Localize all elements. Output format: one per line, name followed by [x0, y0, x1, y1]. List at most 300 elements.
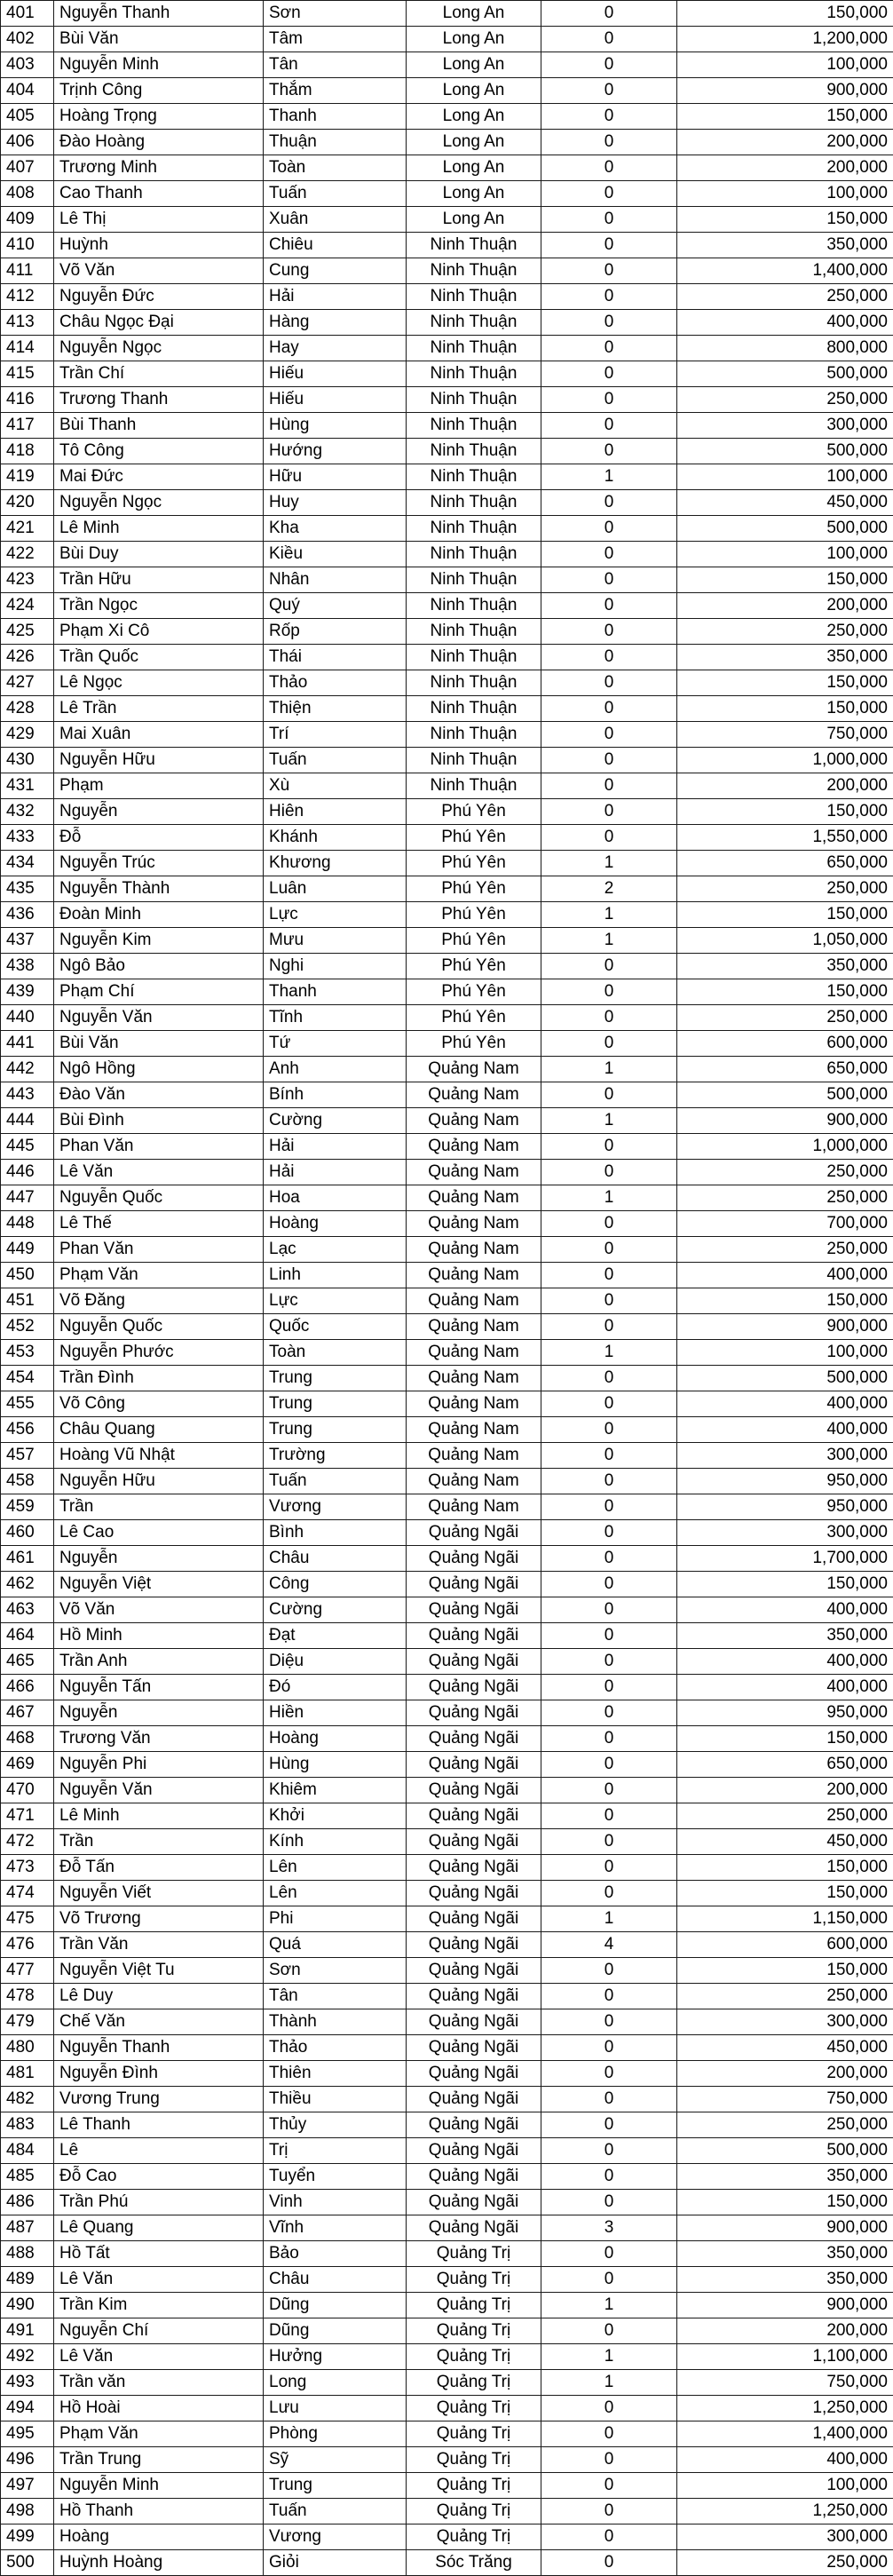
amount-cell[interactable]: 150,000: [677, 567, 893, 593]
province-cell[interactable]: Quảng Ngãi: [407, 1803, 541, 1829]
row-number-cell[interactable]: 469: [1, 1752, 54, 1778]
surname-cell[interactable]: Trần: [54, 1494, 264, 1520]
surname-cell[interactable]: Nguyễn Hữu: [54, 748, 264, 773]
count-cell[interactable]: 0: [541, 2087, 677, 2112]
surname-cell[interactable]: Võ Trương: [54, 1906, 264, 1932]
given-name-cell[interactable]: Hiền: [264, 1700, 407, 1726]
province-cell[interactable]: Ninh Thuận: [407, 310, 541, 336]
row-number-cell[interactable]: 442: [1, 1057, 54, 1082]
surname-cell[interactable]: Phạm Xi Cô: [54, 619, 264, 645]
amount-cell[interactable]: 950,000: [677, 1700, 893, 1726]
count-cell[interactable]: 0: [541, 1005, 677, 1031]
count-cell[interactable]: 0: [541, 670, 677, 696]
province-cell[interactable]: Ninh Thuận: [407, 387, 541, 413]
province-cell[interactable]: Phú Yên: [407, 979, 541, 1005]
count-cell[interactable]: 0: [541, 336, 677, 361]
province-cell[interactable]: Ninh Thuận: [407, 439, 541, 464]
province-cell[interactable]: Quảng Trị: [407, 2241, 541, 2267]
surname-cell[interactable]: Ngô Hồng: [54, 1057, 264, 1082]
row-number-cell[interactable]: 454: [1, 1366, 54, 1391]
given-name-cell[interactable]: Sơn: [264, 1, 407, 27]
count-cell[interactable]: 0: [541, 1546, 677, 1572]
row-number-cell[interactable]: 477: [1, 1958, 54, 1984]
count-cell[interactable]: 0: [541, 1, 677, 27]
amount-cell[interactable]: 1,200,000: [677, 27, 893, 52]
surname-cell[interactable]: Trương Văn: [54, 1726, 264, 1752]
row-number-cell[interactable]: 424: [1, 593, 54, 619]
surname-cell[interactable]: Nguyễn Ngọc: [54, 490, 264, 516]
row-number-cell[interactable]: 471: [1, 1803, 54, 1829]
count-cell[interactable]: 0: [541, 773, 677, 799]
count-cell[interactable]: 0: [541, 1366, 677, 1391]
amount-cell[interactable]: 400,000: [677, 1263, 893, 1288]
amount-cell[interactable]: 800,000: [677, 336, 893, 361]
given-name-cell[interactable]: Thảo: [264, 2035, 407, 2061]
given-name-cell[interactable]: Đạt: [264, 1623, 407, 1649]
amount-cell[interactable]: 250,000: [677, 1185, 893, 1211]
given-name-cell[interactable]: Thanh: [264, 104, 407, 130]
count-cell[interactable]: 0: [541, 104, 677, 130]
count-cell[interactable]: 0: [541, 1417, 677, 1443]
row-number-cell[interactable]: 439: [1, 979, 54, 1005]
surname-cell[interactable]: Hoàng Trọng: [54, 104, 264, 130]
count-cell[interactable]: 0: [541, 696, 677, 722]
row-number-cell[interactable]: 485: [1, 2164, 54, 2190]
row-number-cell[interactable]: 425: [1, 619, 54, 645]
count-cell[interactable]: 1: [541, 1340, 677, 1366]
province-cell[interactable]: Quảng Trị: [407, 2370, 541, 2396]
province-cell[interactable]: Sóc Trăng: [407, 2550, 541, 2576]
amount-cell[interactable]: 950,000: [677, 1469, 893, 1494]
count-cell[interactable]: 0: [541, 207, 677, 233]
amount-cell[interactable]: 250,000: [677, 284, 893, 310]
amount-cell[interactable]: 350,000: [677, 1623, 893, 1649]
count-cell[interactable]: 0: [541, 1391, 677, 1417]
count-cell[interactable]: 3: [541, 2215, 677, 2241]
province-cell[interactable]: Quảng Ngãi: [407, 1623, 541, 1649]
surname-cell[interactable]: Trần Chí: [54, 361, 264, 387]
row-number-cell[interactable]: 428: [1, 696, 54, 722]
given-name-cell[interactable]: Sơn: [264, 1958, 407, 1984]
count-cell[interactable]: 0: [541, 1494, 677, 1520]
count-cell[interactable]: 0: [541, 1700, 677, 1726]
amount-cell[interactable]: 450,000: [677, 490, 893, 516]
amount-cell[interactable]: 250,000: [677, 619, 893, 645]
given-name-cell[interactable]: Thảo: [264, 670, 407, 696]
province-cell[interactable]: Phú Yên: [407, 954, 541, 979]
given-name-cell[interactable]: Mưu: [264, 928, 407, 954]
province-cell[interactable]: Long An: [407, 207, 541, 233]
surname-cell[interactable]: Lê Duy: [54, 1984, 264, 2009]
surname-cell[interactable]: Lê Trần: [54, 696, 264, 722]
count-cell[interactable]: 0: [541, 2473, 677, 2499]
province-cell[interactable]: Ninh Thuận: [407, 619, 541, 645]
surname-cell[interactable]: Hoàng Vũ Nhật: [54, 1443, 264, 1469]
given-name-cell[interactable]: Toàn: [264, 155, 407, 181]
count-cell[interactable]: 1: [541, 1185, 677, 1211]
count-cell[interactable]: 0: [541, 516, 677, 542]
province-cell[interactable]: Quảng Trị: [407, 2293, 541, 2318]
count-cell[interactable]: 0: [541, 2421, 677, 2447]
province-cell[interactable]: Quảng Nam: [407, 1108, 541, 1134]
given-name-cell[interactable]: Anh: [264, 1057, 407, 1082]
count-cell[interactable]: 0: [541, 490, 677, 516]
surname-cell[interactable]: Hồ Hoài: [54, 2396, 264, 2421]
surname-cell[interactable]: Nguyễn Kim: [54, 928, 264, 954]
surname-cell[interactable]: Võ Văn: [54, 1597, 264, 1623]
amount-cell[interactable]: 250,000: [677, 1803, 893, 1829]
surname-cell[interactable]: Mai Xuân: [54, 722, 264, 748]
given-name-cell[interactable]: Lực: [264, 902, 407, 928]
province-cell[interactable]: Ninh Thuận: [407, 464, 541, 490]
amount-cell[interactable]: 250,000: [677, 876, 893, 902]
count-cell[interactable]: 0: [541, 722, 677, 748]
given-name-cell[interactable]: Kiều: [264, 542, 407, 567]
row-number-cell[interactable]: 482: [1, 2087, 54, 2112]
province-cell[interactable]: Quảng Nam: [407, 1263, 541, 1288]
amount-cell[interactable]: 300,000: [677, 2009, 893, 2035]
amount-cell[interactable]: 950,000: [677, 1494, 893, 1520]
count-cell[interactable]: 0: [541, 2138, 677, 2164]
amount-cell[interactable]: 400,000: [677, 1417, 893, 1443]
count-cell[interactable]: 0: [541, 645, 677, 670]
amount-cell[interactable]: 500,000: [677, 2138, 893, 2164]
row-number-cell[interactable]: 433: [1, 825, 54, 851]
surname-cell[interactable]: Lê Văn: [54, 2344, 264, 2370]
count-cell[interactable]: 0: [541, 542, 677, 567]
surname-cell[interactable]: Nguyễn Ngọc: [54, 336, 264, 361]
amount-cell[interactable]: 350,000: [677, 645, 893, 670]
given-name-cell[interactable]: Toàn: [264, 1340, 407, 1366]
count-cell[interactable]: 0: [541, 2499, 677, 2524]
amount-cell[interactable]: 500,000: [677, 1366, 893, 1391]
surname-cell[interactable]: Phạm: [54, 773, 264, 799]
surname-cell[interactable]: Nguyễn Văn: [54, 1005, 264, 1031]
surname-cell[interactable]: Trần Đình: [54, 1366, 264, 1391]
province-cell[interactable]: Ninh Thuận: [407, 696, 541, 722]
count-cell[interactable]: 0: [541, 2550, 677, 2576]
row-number-cell[interactable]: 460: [1, 1520, 54, 1546]
given-name-cell[interactable]: Phòng: [264, 2421, 407, 2447]
row-number-cell[interactable]: 481: [1, 2061, 54, 2087]
row-number-cell[interactable]: 409: [1, 207, 54, 233]
amount-cell[interactable]: 750,000: [677, 2370, 893, 2396]
given-name-cell[interactable]: Dũng: [264, 2293, 407, 2318]
province-cell[interactable]: Quảng Nam: [407, 1057, 541, 1082]
surname-cell[interactable]: Trần Quốc: [54, 645, 264, 670]
surname-cell[interactable]: Trương Minh: [54, 155, 264, 181]
given-name-cell[interactable]: Khương: [264, 851, 407, 876]
given-name-cell[interactable]: Trung: [264, 1417, 407, 1443]
province-cell[interactable]: Quảng Ngãi: [407, 2035, 541, 2061]
given-name-cell[interactable]: Tuyển: [264, 2164, 407, 2190]
amount-cell[interactable]: 650,000: [677, 1057, 893, 1082]
row-number-cell[interactable]: 458: [1, 1469, 54, 1494]
row-number-cell[interactable]: 418: [1, 439, 54, 464]
province-cell[interactable]: Ninh Thuận: [407, 593, 541, 619]
row-number-cell[interactable]: 422: [1, 542, 54, 567]
province-cell[interactable]: Quảng Ngãi: [407, 1855, 541, 1881]
given-name-cell[interactable]: Linh: [264, 1263, 407, 1288]
amount-cell[interactable]: 250,000: [677, 1005, 893, 1031]
count-cell[interactable]: 0: [541, 1237, 677, 1263]
province-cell[interactable]: Quảng Ngãi: [407, 2009, 541, 2035]
given-name-cell[interactable]: Hữu: [264, 464, 407, 490]
count-cell[interactable]: 1: [541, 851, 677, 876]
given-name-cell[interactable]: Lạc: [264, 1237, 407, 1263]
surname-cell[interactable]: Hoàng: [54, 2524, 264, 2550]
row-number-cell[interactable]: 444: [1, 1108, 54, 1134]
amount-cell[interactable]: 200,000: [677, 593, 893, 619]
count-cell[interactable]: 0: [541, 1469, 677, 1494]
count-cell[interactable]: 0: [541, 1881, 677, 1906]
given-name-cell[interactable]: Lên: [264, 1881, 407, 1906]
given-name-cell[interactable]: Trung: [264, 2473, 407, 2499]
count-cell[interactable]: 0: [541, 2524, 677, 2550]
given-name-cell[interactable]: Xù: [264, 773, 407, 799]
surname-cell[interactable]: Châu Ngọc Đại: [54, 310, 264, 336]
province-cell[interactable]: Quảng Trị: [407, 2473, 541, 2499]
row-number-cell[interactable]: 403: [1, 52, 54, 78]
surname-cell[interactable]: Tô Công: [54, 439, 264, 464]
surname-cell[interactable]: Lê Ngọc: [54, 670, 264, 696]
count-cell[interactable]: 0: [541, 1984, 677, 2009]
amount-cell[interactable]: 250,000: [677, 1237, 893, 1263]
amount-cell[interactable]: 100,000: [677, 181, 893, 207]
count-cell[interactable]: 0: [541, 799, 677, 825]
province-cell[interactable]: Ninh Thuận: [407, 722, 541, 748]
province-cell[interactable]: Long An: [407, 130, 541, 155]
given-name-cell[interactable]: Bính: [264, 1082, 407, 1108]
province-cell[interactable]: Long An: [407, 52, 541, 78]
given-name-cell[interactable]: Châu: [264, 2267, 407, 2293]
amount-cell[interactable]: 250,000: [677, 387, 893, 413]
amount-cell[interactable]: 1,100,000: [677, 2344, 893, 2370]
row-number-cell[interactable]: 406: [1, 130, 54, 155]
amount-cell[interactable]: 1,000,000: [677, 748, 893, 773]
count-cell[interactable]: 0: [541, 1211, 677, 1237]
surname-cell[interactable]: Nguyễn: [54, 1546, 264, 1572]
amount-cell[interactable]: 400,000: [677, 1649, 893, 1675]
surname-cell[interactable]: Nguyễn Phi: [54, 1752, 264, 1778]
row-number-cell[interactable]: 468: [1, 1726, 54, 1752]
province-cell[interactable]: Quảng Ngãi: [407, 1649, 541, 1675]
given-name-cell[interactable]: Trị: [264, 2138, 407, 2164]
surname-cell[interactable]: Đào Văn: [54, 1082, 264, 1108]
row-number-cell[interactable]: 479: [1, 2009, 54, 2035]
province-cell[interactable]: Ninh Thuận: [407, 542, 541, 567]
province-cell[interactable]: Quảng Ngãi: [407, 2112, 541, 2138]
row-number-cell[interactable]: 451: [1, 1288, 54, 1314]
surname-cell[interactable]: Nguyễn Thanh: [54, 2035, 264, 2061]
given-name-cell[interactable]: Quốc: [264, 1314, 407, 1340]
province-cell[interactable]: Phú Yên: [407, 851, 541, 876]
row-number-cell[interactable]: 435: [1, 876, 54, 902]
amount-cell[interactable]: 150,000: [677, 104, 893, 130]
surname-cell[interactable]: Lê Văn: [54, 1160, 264, 1185]
amount-cell[interactable]: 100,000: [677, 2473, 893, 2499]
row-number-cell[interactable]: 434: [1, 851, 54, 876]
province-cell[interactable]: Quảng Ngãi: [407, 2087, 541, 2112]
count-cell[interactable]: 0: [541, 593, 677, 619]
given-name-cell[interactable]: Chiêu: [264, 233, 407, 258]
row-number-cell[interactable]: 448: [1, 1211, 54, 1237]
row-number-cell[interactable]: 490: [1, 2293, 54, 2318]
count-cell[interactable]: 1: [541, 1057, 677, 1082]
given-name-cell[interactable]: Kính: [264, 1829, 407, 1855]
count-cell[interactable]: 1: [541, 2370, 677, 2396]
province-cell[interactable]: Quảng Nam: [407, 1469, 541, 1494]
given-name-cell[interactable]: Sỹ: [264, 2447, 407, 2473]
amount-cell[interactable]: 150,000: [677, 979, 893, 1005]
surname-cell[interactable]: Trần Văn: [54, 1932, 264, 1958]
given-name-cell[interactable]: Cung: [264, 258, 407, 284]
surname-cell[interactable]: Nguyễn Việt Tu: [54, 1958, 264, 1984]
row-number-cell[interactable]: 401: [1, 1, 54, 27]
count-cell[interactable]: 0: [541, 748, 677, 773]
row-number-cell[interactable]: 491: [1, 2318, 54, 2344]
row-number-cell[interactable]: 461: [1, 1546, 54, 1572]
amount-cell[interactable]: 400,000: [677, 1391, 893, 1417]
province-cell[interactable]: Quảng Nam: [407, 1366, 541, 1391]
row-number-cell[interactable]: 475: [1, 1906, 54, 1932]
province-cell[interactable]: Quảng Nam: [407, 1417, 541, 1443]
province-cell[interactable]: Quảng Ngãi: [407, 2164, 541, 2190]
surname-cell[interactable]: Trịnh Công: [54, 78, 264, 104]
surname-cell[interactable]: Hồ Tất: [54, 2241, 264, 2267]
amount-cell[interactable]: 500,000: [677, 516, 893, 542]
province-cell[interactable]: Quảng Nam: [407, 1314, 541, 1340]
count-cell[interactable]: 1: [541, 1108, 677, 1134]
count-cell[interactable]: 0: [541, 27, 677, 52]
surname-cell[interactable]: Đoàn Minh: [54, 902, 264, 928]
province-cell[interactable]: Ninh Thuận: [407, 670, 541, 696]
province-cell[interactable]: Quảng Nam: [407, 1443, 541, 1469]
given-name-cell[interactable]: Hải: [264, 1160, 407, 1185]
given-name-cell[interactable]: Rốp: [264, 619, 407, 645]
surname-cell[interactable]: Lê Thị: [54, 207, 264, 233]
given-name-cell[interactable]: Thiên: [264, 2061, 407, 2087]
row-number-cell[interactable]: 457: [1, 1443, 54, 1469]
amount-cell[interactable]: 1,700,000: [677, 1546, 893, 1572]
given-name-cell[interactable]: Kha: [264, 516, 407, 542]
count-cell[interactable]: 0: [541, 361, 677, 387]
province-cell[interactable]: Phú Yên: [407, 799, 541, 825]
count-cell[interactable]: 0: [541, 1031, 677, 1057]
province-cell[interactable]: Quảng Ngãi: [407, 1597, 541, 1623]
amount-cell[interactable]: 500,000: [677, 361, 893, 387]
given-name-cell[interactable]: Huy: [264, 490, 407, 516]
surname-cell[interactable]: Nguyễn: [54, 1700, 264, 1726]
count-cell[interactable]: 0: [541, 233, 677, 258]
row-number-cell[interactable]: 467: [1, 1700, 54, 1726]
count-cell[interactable]: 0: [541, 2061, 677, 2087]
amount-cell[interactable]: 500,000: [677, 1082, 893, 1108]
surname-cell[interactable]: Phạm Văn: [54, 1263, 264, 1288]
row-number-cell[interactable]: 484: [1, 2138, 54, 2164]
count-cell[interactable]: 0: [541, 181, 677, 207]
province-cell[interactable]: Phú Yên: [407, 1031, 541, 1057]
given-name-cell[interactable]: Hay: [264, 336, 407, 361]
surname-cell[interactable]: Võ Đăng: [54, 1288, 264, 1314]
given-name-cell[interactable]: Luân: [264, 876, 407, 902]
given-name-cell[interactable]: Trung: [264, 1391, 407, 1417]
surname-cell[interactable]: Lê Văn: [54, 2267, 264, 2293]
row-number-cell[interactable]: 441: [1, 1031, 54, 1057]
province-cell[interactable]: Ninh Thuận: [407, 516, 541, 542]
province-cell[interactable]: Quảng Ngãi: [407, 1546, 541, 1572]
count-cell[interactable]: 0: [541, 1082, 677, 1108]
surname-cell[interactable]: Bùi Văn: [54, 27, 264, 52]
amount-cell[interactable]: 150,000: [677, 1288, 893, 1314]
count-cell[interactable]: 0: [541, 1520, 677, 1546]
row-number-cell[interactable]: 411: [1, 258, 54, 284]
surname-cell[interactable]: Phạm Văn: [54, 2421, 264, 2447]
given-name-cell[interactable]: Trí: [264, 722, 407, 748]
amount-cell[interactable]: 350,000: [677, 2164, 893, 2190]
amount-cell[interactable]: 150,000: [677, 1726, 893, 1752]
amount-cell[interactable]: 1,250,000: [677, 2396, 893, 2421]
row-number-cell[interactable]: 446: [1, 1160, 54, 1185]
row-number-cell[interactable]: 426: [1, 645, 54, 670]
row-number-cell[interactable]: 407: [1, 155, 54, 181]
amount-cell[interactable]: 150,000: [677, 1, 893, 27]
amount-cell[interactable]: 1,050,000: [677, 928, 893, 954]
count-cell[interactable]: 0: [541, 310, 677, 336]
amount-cell[interactable]: 900,000: [677, 78, 893, 104]
amount-cell[interactable]: 150,000: [677, 1572, 893, 1597]
given-name-cell[interactable]: Bảo: [264, 2241, 407, 2267]
row-number-cell[interactable]: 431: [1, 773, 54, 799]
surname-cell[interactable]: Lê Cao: [54, 1520, 264, 1546]
row-number-cell[interactable]: 483: [1, 2112, 54, 2138]
row-number-cell[interactable]: 450: [1, 1263, 54, 1288]
province-cell[interactable]: Long An: [407, 104, 541, 130]
given-name-cell[interactable]: Long: [264, 2370, 407, 2396]
count-cell[interactable]: 0: [541, 954, 677, 979]
row-number-cell[interactable]: 423: [1, 567, 54, 593]
surname-cell[interactable]: Trần văn: [54, 2370, 264, 2396]
row-number-cell[interactable]: 452: [1, 1314, 54, 1340]
amount-cell[interactable]: 750,000: [677, 722, 893, 748]
province-cell[interactable]: Phú Yên: [407, 876, 541, 902]
amount-cell[interactable]: 300,000: [677, 2524, 893, 2550]
given-name-cell[interactable]: Quá: [264, 1932, 407, 1958]
row-number-cell[interactable]: 470: [1, 1778, 54, 1803]
count-cell[interactable]: 1: [541, 928, 677, 954]
surname-cell[interactable]: Nguyễn Minh: [54, 52, 264, 78]
row-number-cell[interactable]: 464: [1, 1623, 54, 1649]
province-cell[interactable]: Quảng Trị: [407, 2344, 541, 2370]
row-number-cell[interactable]: 465: [1, 1649, 54, 1675]
surname-cell[interactable]: Trần Hữu: [54, 567, 264, 593]
count-cell[interactable]: 0: [541, 155, 677, 181]
surname-cell[interactable]: Nguyễn Thanh: [54, 1, 264, 27]
count-cell[interactable]: 0: [541, 1623, 677, 1649]
province-cell[interactable]: Quảng Ngãi: [407, 1829, 541, 1855]
amount-cell[interactable]: 150,000: [677, 207, 893, 233]
amount-cell[interactable]: 100,000: [677, 464, 893, 490]
given-name-cell[interactable]: Thành: [264, 2009, 407, 2035]
surname-cell[interactable]: Lê Quang: [54, 2215, 264, 2241]
count-cell[interactable]: 0: [541, 2112, 677, 2138]
surname-cell[interactable]: Lê Minh: [54, 1803, 264, 1829]
province-cell[interactable]: Ninh Thuận: [407, 233, 541, 258]
row-number-cell[interactable]: 417: [1, 413, 54, 439]
row-number-cell[interactable]: 463: [1, 1597, 54, 1623]
row-number-cell[interactable]: 497: [1, 2473, 54, 2499]
row-number-cell[interactable]: 415: [1, 361, 54, 387]
